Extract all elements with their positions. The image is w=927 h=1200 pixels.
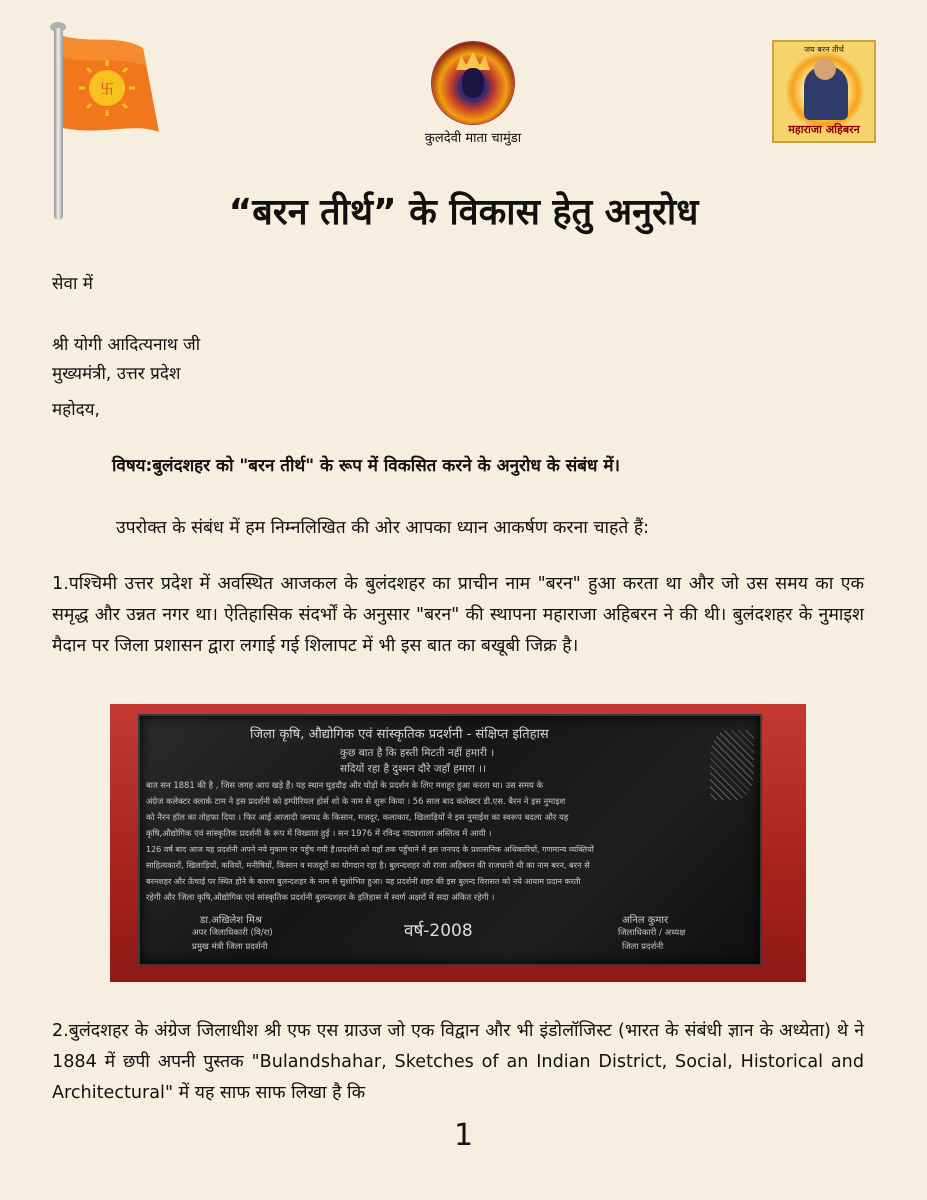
plaque-right-sign-line2: जिला प्रदर्शनी — [622, 942, 664, 952]
paragraph-2: 2.बुलंदशहर के अंग्रेज जिलाधीश श्री एफ एस ग्राउज जो एक विद्वान और भी इंडोलॉजिस्ट (भारत के संबंधी ज्ञान के अध्येता) थे ने 1884 में छपी अपनी पुस्तक "Bulandshahar, Sketches of an Indian District, Social, Historical and Architectural" में यह साफ साफ लिखा है कि — [52, 1021, 864, 1103]
addressee-designation: मुख्यमंत्री, उत्तर प्रदेश — [52, 364, 181, 384]
plaque-left-sign-line2: प्रमुख मंत्री जिला प्रदर्शनी — [192, 942, 268, 952]
plaque-line: 126 वर्ष बाद आज यह प्रदर्शनी अपने नये मुकाम पर पहुँच गयी है।प्रदर्शनी को यहाँ तक पहुँचाने में इस जनपद के प्रशासनिक अधिकारियों, गणमान्य व्यक्तियों — [146, 845, 594, 854]
right-logo-top-text: जय बरन तीर्थ — [804, 45, 844, 54]
plaque-line: कृषि,औद्योगिक एवं सांस्कृतिक प्रदर्शनी के रूप में विख्यात हुई । सन 1976 में रविन्द्र नाट्यशाला अस्तित्व में आयी । — [146, 828, 492, 838]
subject-line: विषय:बुलंदशहर को "बरन तीर्थ" के रूप में विकसित करने के अनुरोध के संबंध में। — [112, 456, 620, 476]
plaque-line: साहित्यकारों, खिलाड़ियों, कवियों, मनीषियों, किसान व मजदूरों का योगदान रहा है। बुलन्दशहर जो राजा अहिबरन की राजधानी थी का नाम बरन, बरन से — [146, 860, 590, 870]
center-logo-caption: कुलदेवी माता चामुंडा — [424, 131, 522, 146]
plaque-line: को नैरन हॉल का तोहफा दिया । फिर आई आजादी जनपद के किसान, मजदूर, कलाकार, खिलाड़ियों ने इस नुमाईश का स्वरूप बदला और यह — [146, 812, 569, 822]
plaque-left-sign-name: डा.अखिलेश मिश्र — [200, 915, 262, 926]
plaque-couplet-2: सदियों रहा है दुश्मन दौरे जहाँ हमारा ।। — [340, 763, 487, 775]
plaque-line: बरनशहर और ऊँचाई पर स्थित होने के कारण बुलन्दशहर के नाम से सुशोभित हुआ। यह प्रदर्शनी शहर की इस बुलन्द विरासत को नये आयाम प्रदान करती — [146, 877, 581, 886]
page-number: 1 — [453, 1118, 474, 1153]
chamunda-logo — [432, 42, 514, 124]
greeting: महोदय, — [52, 400, 100, 420]
plaque-line: बात सन 1881 की है , जिस जगह आप खड़े हैं। यह स्थान घुड़दौड़ और घोड़ों के प्रदर्शन के लिए मशहूर हुआ करता था। उस समय के — [146, 780, 544, 790]
deity-icon — [462, 68, 484, 98]
plaque-line: रहेगी और जिला कृषि,औद्योगिक एवं सांस्कृतिक प्रदर्शनी बुलन्दशहर के इतिहास में स्वर्ण अक्षरों में सदा अंकित रहेगी । — [146, 892, 495, 902]
figure-head-icon — [814, 58, 836, 80]
right-logo-bottom-text: महाराजा अहिबरन — [788, 123, 860, 136]
letter-title: “बरन तीर्थ” के विकास हेतु अनुरोध — [228, 192, 699, 233]
inscription-plaque — [138, 714, 762, 966]
plaque-right-sign-name: अनिल कुमार — [622, 915, 669, 926]
plaque-line: अंग्रेज कलेक्टर क्लार्क टाम ने इस प्रदर्शनी को इम्पीरियल होर्स शो के नाम से शुरू किया । 56 साल बाद कलेक्टर डी.एस. बैरन ने इस नुमाइश — [146, 796, 566, 806]
plaque-year: वर्ष-2008 — [404, 921, 473, 941]
maharaja-ahibaran-logo — [772, 40, 876, 143]
paragraph-1: 1.पश्चिमी उत्तर प्रदेश में अवस्थित आजकल के बुलंदशहर का प्राचीन नाम "बरन" हुआ करता था और जो उस समय का एक समृद्ध और उन्नत नगर था। ऐतिहासिक संदर्भों के अनुसार "बरन" की स्थापना महाराजा अहिबरन ने की थी। बुलंदशहर के नुमाइश मैदान पर जिला प्रशासन द्वारा लगाई गई शिलापट में भी इस बात का बखूबी जिक्र है। — [52, 574, 864, 656]
plaque-photo — [110, 704, 806, 982]
svg-text:卐: 卐 — [100, 82, 114, 98]
addressee-name: श्री योगी आदित्यनाथ जी — [52, 335, 201, 355]
addressee-prefix: सेवा में — [52, 274, 93, 294]
plaque-left-sign-line1: अपर जिलाधिकारी (वि/रा) — [192, 928, 273, 938]
emblem-icon — [710, 730, 754, 800]
plaque-right-sign-line1: जिलाधिकारी / अध्यक्ष — [618, 928, 686, 938]
plaque-heading: जिला कृषि, औद्योगिक एवं सांस्कृतिक प्रदर्शनी - संक्षिप्त इतिहास — [250, 727, 549, 742]
flag-icon — [63, 36, 159, 142]
plaque-couplet-1: कुछ बात है कि हस्ती मिटती नहीं हमारी । — [340, 747, 495, 759]
intro-text: उपरोक्त के संबंध में हम निम्नलिखित की ओर आपका ध्यान आकर्षण करना चाहते हैं: — [116, 518, 650, 538]
